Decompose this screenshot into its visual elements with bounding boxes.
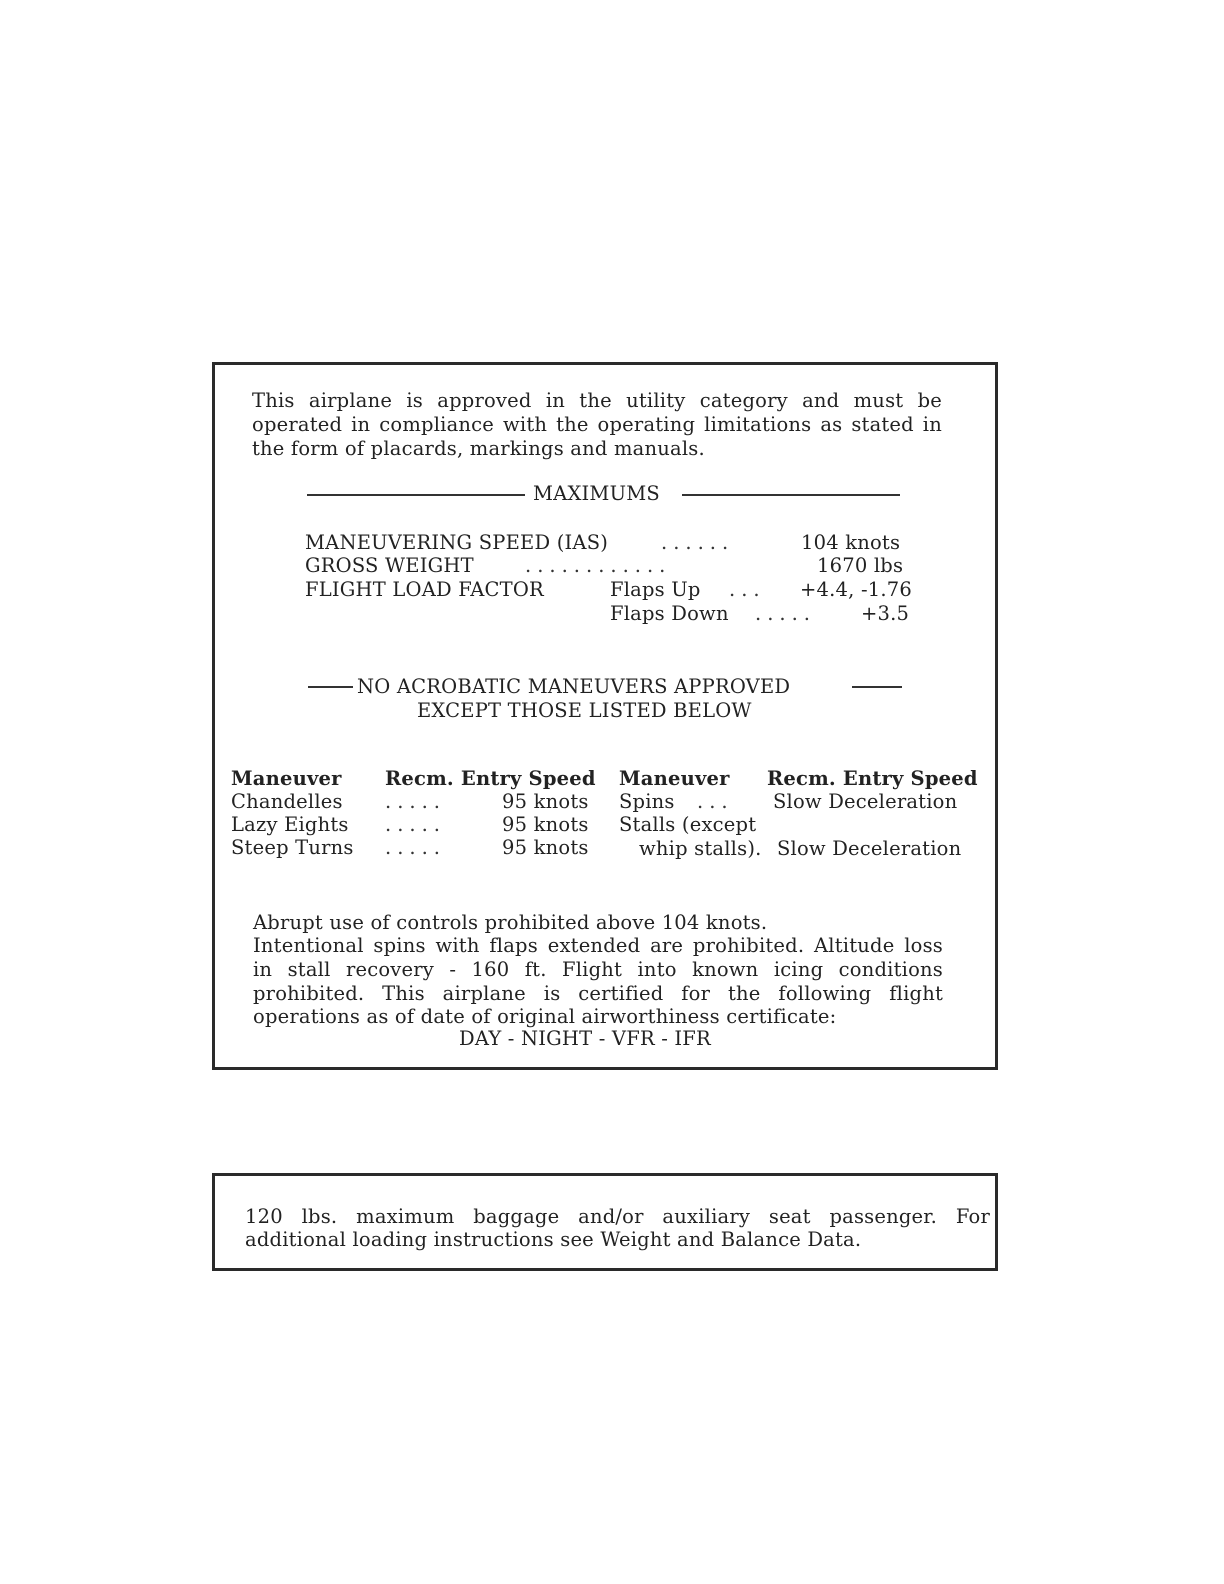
maneuver-name: Steep Turns	[231, 836, 354, 859]
leader-dots: .....	[385, 813, 446, 836]
limitation-line-5: operations as of date of original airworthiness certificate:	[253, 1005, 837, 1028]
gross-weight-value: 1670 lbs	[817, 554, 904, 577]
maneuver-speed: 95 knots	[502, 836, 589, 859]
acrobatic-rule-left	[308, 686, 353, 688]
table-header-maneuver: Maneuver	[231, 767, 342, 790]
baggage-line-1: 120 lbs. maximum baggage and/or auxiliary seat passenger. For	[245, 1205, 990, 1228]
flaps-down-label: Flaps Down	[610, 602, 729, 625]
intro-line-1: This airplane is approved in the utility category and must be	[252, 389, 942, 412]
maneuver-name: Chandelles	[231, 790, 343, 813]
limitation-line-4: prohibited. This airplane is certified for the following flight	[253, 982, 943, 1005]
leader-dots: ...	[729, 578, 766, 601]
maneuver-speed: 95 knots	[502, 790, 589, 813]
maneuver-name: Stalls (except	[619, 813, 757, 836]
table-header-entry-speed: Recm. Entry Speed	[385, 767, 596, 790]
load-factor-label: FLIGHT LOAD FACTOR	[305, 578, 544, 601]
maneuver-speed: Slow Deceleration	[773, 790, 958, 813]
acrobatic-rule-right	[852, 686, 902, 688]
leader-dots: .....	[385, 836, 446, 859]
maneuver-name: whip stalls).	[639, 837, 762, 860]
maneuver-speed: Slow Deceleration	[777, 837, 962, 860]
acrobatic-heading: NO ACROBATIC MANEUVERS APPROVED	[357, 675, 791, 698]
flaps-up-value: +4.4, -1.76	[800, 578, 912, 601]
limitation-line-1: Abrupt use of controls prohibited above 104 knots.	[253, 911, 768, 934]
leader-dots: ...	[697, 790, 734, 813]
maneuver-speed: 95 knots	[502, 813, 589, 836]
leader-dots: .....	[755, 602, 816, 625]
flight-operations: DAY - NIGHT - VFR - IFR	[459, 1027, 711, 1050]
heading-rule-right	[682, 494, 900, 496]
maneuver-name: Lazy Eights	[231, 813, 349, 836]
heading-rule-left	[307, 494, 525, 496]
baggage-line-2: additional loading instructions see Weight and Balance Data.	[245, 1228, 862, 1251]
leader-dots: ......	[661, 531, 735, 554]
flaps-down-value: +3.5	[861, 602, 910, 625]
limitation-line-2: Intentional spins with flaps extended are prohibited. Altitude loss	[253, 934, 943, 957]
leader-dots: ............	[525, 554, 672, 577]
maneuvering-speed-value: 104 knots	[801, 531, 901, 554]
operating-limitations-placard	[212, 362, 998, 1070]
gross-weight-label: GROSS WEIGHT	[305, 554, 474, 577]
flaps-up-label: Flaps Up	[610, 578, 701, 601]
intro-line-2: operated in compliance with the operating limitations as stated in	[252, 413, 942, 436]
table-header-entry-speed: Recm. Entry Speed	[767, 767, 978, 790]
intro-line-3: the form of placards, markings and manuals.	[252, 437, 705, 460]
maximums-heading: MAXIMUMS	[533, 482, 660, 505]
baggage-placard	[212, 1173, 998, 1271]
maneuvering-speed-label: MANEUVERING SPEED (IAS)	[305, 531, 609, 554]
limitation-line-3: in stall recovery - 160 ft. Flight into known icing conditions	[253, 958, 943, 981]
acrobatic-subheading: EXCEPT THOSE LISTED BELOW	[417, 699, 752, 722]
maneuver-name: Spins	[619, 790, 675, 813]
leader-dots: .....	[385, 790, 446, 813]
table-header-maneuver: Maneuver	[619, 767, 730, 790]
